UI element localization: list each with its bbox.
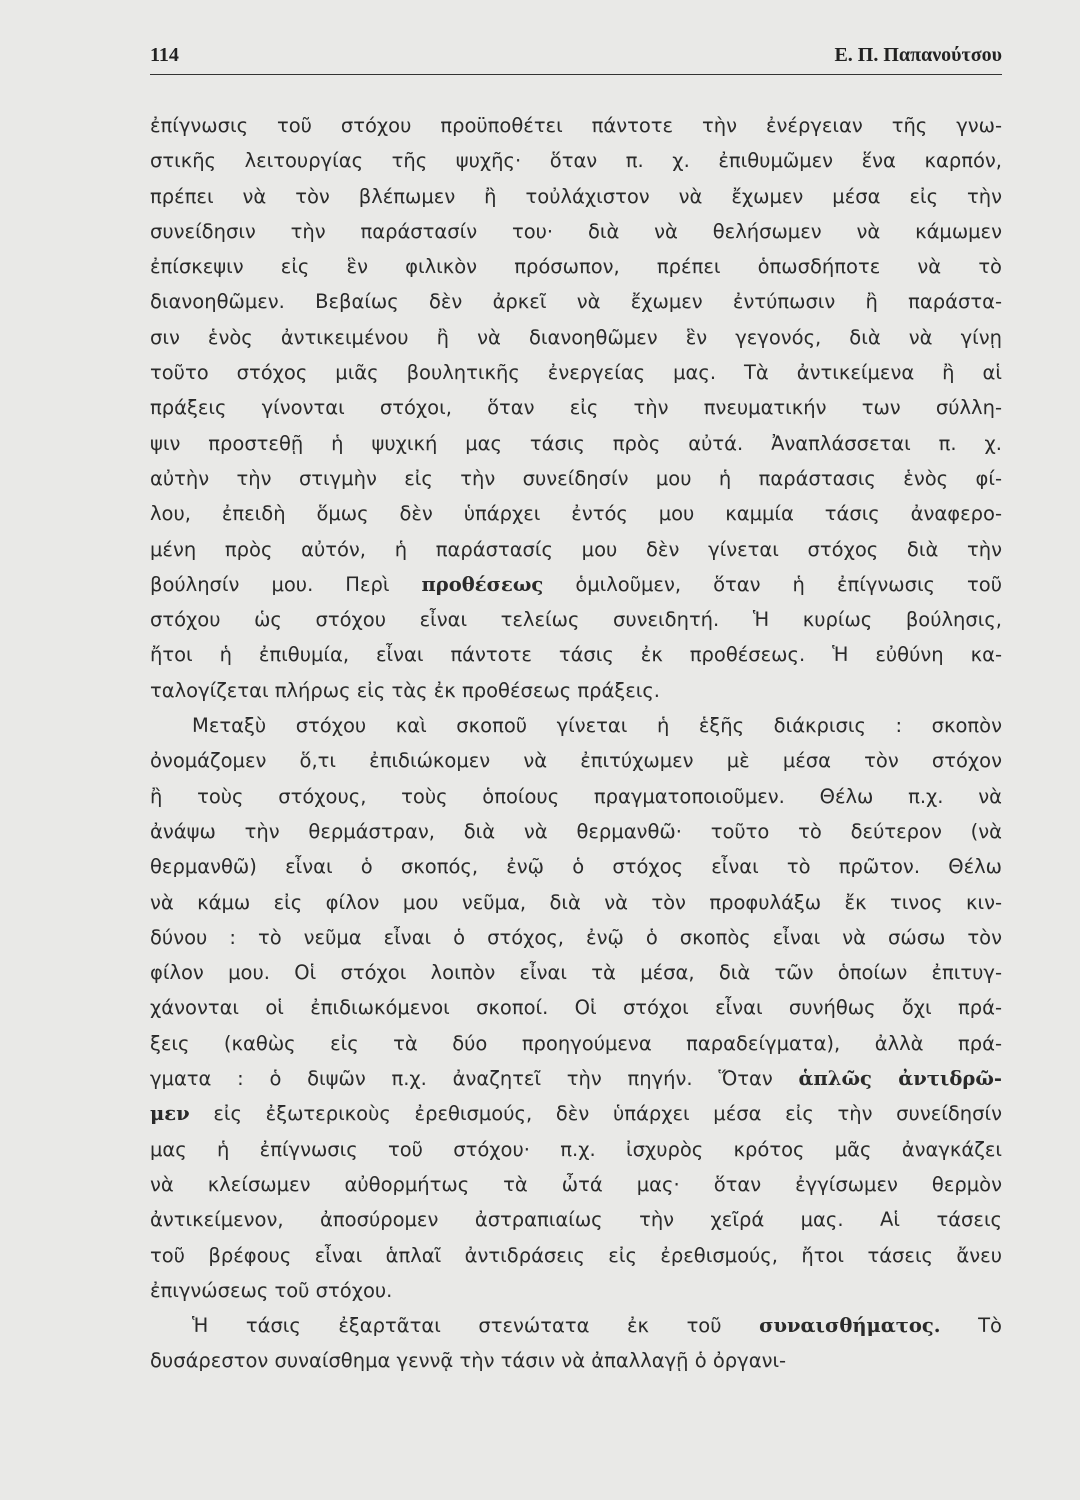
text-line	[150, 708, 1002, 743]
text-segment: σιν ἑνὸς ἀντικειμένου ἢ νὰ διανοηθῶμεν ἓν γεγονός, διὰ νὰ γίνῃ	[150, 325, 1002, 349]
text-segment: ἤτοι ἡ ἐπιθυμία, εἶναι πάντοτε τάσις ἐκ προθέσεως. Ἡ εὐθύνη κα-	[150, 643, 1002, 667]
text-segment: ὁμιλοῦμεν, ὅταν ἡ ἐπίγνωσις τοῦ	[543, 572, 1002, 596]
text-line	[150, 1273, 1002, 1308]
text-line	[150, 955, 1002, 990]
text-segment: χάνονται οἱ ἐπιδιωκόμενοι σκοποί. Οἱ στόχοι εἶναι συνήθως ὄχι πρά-	[150, 996, 1002, 1020]
bold-term: ἁπλῶς ἀντιδρῶ-	[798, 1067, 1002, 1091]
text-line	[150, 779, 1002, 814]
text-line	[150, 1026, 1002, 1061]
text-line	[150, 320, 1002, 355]
body-text	[150, 108, 1002, 1379]
text-line	[150, 355, 1002, 390]
text-segment: δύνου : τὸ νεῦμα εἶναι ὁ στόχος, ἐνῷ ὁ σκοπὸς εἶναι νὰ σώσω τὸν	[150, 925, 1002, 949]
text-segment: πρέπει νὰ τὸν βλέπωμεν ἢ τοὐλάχιστον νὰ ἔχωμεν μέσα εἰς τὴν	[150, 184, 1002, 208]
text-segment: στόχου ὡς στόχου εἶναι τελείως συνειδητή. Ἡ κυρίως βούλησις,	[150, 608, 1002, 632]
text-segment: ἐπίσκεψιν εἰς ἓν φιλικὸν πρόσωπον, πρέπει ὁπωσδήποτε νὰ τὸ	[150, 255, 1002, 279]
text-segment: ἐπίγνωσις τοῦ στόχου προϋποθέτει πάντοτε τὴν ἐνέργειαν τῆς γνω-	[150, 114, 1002, 137]
text-segment: νὰ κλείσωμεν αὐθορμήτως τὰ ὦτά μας· ὅταν ἐγγίσωμεν θερμὸν	[150, 1172, 1002, 1196]
text-segment: συνείδησιν τὴν παράστασίν του· διὰ νὰ θελήσωμεν νὰ κάμωμεν	[150, 219, 1002, 243]
text-line	[150, 1343, 1002, 1378]
text-segment: Μεταξὺ στόχου καὶ σκοποῦ γίνεται ἡ ἑξῆς διάκρισις : σκοπὸν	[192, 714, 1002, 738]
text-segment: φίλον μου. Οἱ στόχοι λοιπὸν εἶναι τὰ μέσα, διὰ τῶν ὁποίων ἐπιτυγ-	[150, 961, 1002, 985]
text-line	[150, 214, 1002, 249]
text-segment: μας ἡ ἐπίγνωσις τοῦ στόχου· π.χ. ἰσχυρὸς κρότος μᾶς ἀναγκάζει	[150, 1137, 1002, 1161]
text-segment: ψιν προστεθῇ ἡ ψυχική μας τάσις πρὸς αὐτά. Ἀναπλάσσεται π. χ.	[150, 431, 1002, 455]
page-number: 114	[150, 44, 179, 66]
text-line	[150, 390, 1002, 425]
text-line	[150, 1238, 1002, 1273]
text-line	[150, 602, 1002, 637]
text-line	[150, 532, 1002, 567]
text-line	[150, 1061, 1002, 1096]
text-segment: ἀνάψω τὴν θερμάστραν, διὰ νὰ θερμανθῶ· τοῦτο τὸ δεύτερον (νὰ	[150, 819, 1002, 843]
running-head: Ε. Π. Παπανούτσου	[834, 44, 1002, 66]
text-line	[150, 249, 1002, 284]
text-line	[150, 990, 1002, 1025]
bold-term: προθέσεως	[421, 572, 544, 596]
text-segment: εἰς ἐξωτερικοὺς ἐρεθισμούς, δὲν ὑπάρχει μέσα εἰς τὴν συνείδησίν	[189, 1102, 1002, 1126]
bold-term: συναισθήματος.	[759, 1314, 941, 1338]
paragraph	[150, 1308, 1002, 1379]
text-segment: ἀντικείμενον, ἀποσύρομεν ἀστραπιαίως τὴν χεῖρά μας. Αἱ τάσεις	[150, 1208, 1002, 1232]
page-header	[150, 40, 1002, 75]
text-line	[150, 1096, 1002, 1131]
text-line	[150, 461, 1002, 496]
text-segment: νὰ κάμω εἰς φίλον μου νεῦμα, διὰ νὰ τὸν προφυλάξω ἔκ τινος κιν-	[150, 890, 1002, 914]
text-segment: δυσάρεστον συναίσθημα γεννᾷ τὴν τάσιν νὰ ἀπαλλαγῇ ὁ ὀργανι-	[150, 1349, 787, 1373]
text-segment: πράξεις γίνονται στόχοι, ὅταν εἰς τὴν πνευματικήν των σύλλη-	[150, 396, 1002, 420]
paragraph	[150, 108, 1002, 708]
text-line	[150, 496, 1002, 531]
text-line	[150, 885, 1002, 920]
text-line	[150, 849, 1002, 884]
text-segment: ἢ τοὺς στόχους, τοὺς ὁποίους πραγματοποιοῦμεν. Θέλω π.χ. νὰ	[150, 784, 1002, 808]
text-line	[150, 143, 1002, 178]
text-segment: στικῆς λειτουργίας τῆς ψυχῆς· ὅταν π. χ. ἐπιθυμῶμεν ἕνα καρπόν,	[150, 149, 1002, 173]
text-line	[150, 1132, 1002, 1167]
text-line	[150, 284, 1002, 319]
text-line	[150, 673, 1002, 708]
text-line	[150, 108, 1002, 143]
text-segment: ἐπιγνώσεως τοῦ στόχου.	[150, 1278, 393, 1302]
text-segment: λου, ἐπειδὴ ὅμως δὲν ὑπάρχει ἐντός μου καμμία τάσις ἀναφερο-	[150, 502, 1002, 526]
bold-term: μεν	[150, 1102, 190, 1126]
text-segment: Τὸ	[940, 1314, 1002, 1338]
text-segment: βούλησίν μου. Περὶ	[150, 572, 422, 596]
text-segment: θερμανθῶ) εἶναι ὁ σκοπός, ἐνῷ ὁ στόχος εἶναι τὸ πρῶτον. Θέλω	[150, 855, 1002, 879]
text-segment: τοῦ βρέφους εἶναι ἁπλαῖ ἀντιδράσεις εἰς ἐρεθισμούς, ἤτοι τάσεις ἄνευ	[150, 1243, 1002, 1267]
text-line	[150, 637, 1002, 672]
text-line	[150, 1202, 1002, 1237]
text-line	[150, 426, 1002, 461]
text-segment: τοῦτο στόχος μιᾶς βουλητικῆς ἐνεργείας μας. Τὰ ἀντικείμενα ἢ αἱ	[150, 361, 1002, 385]
text-segment: γματα : ὁ διψῶν π.χ. ἀναζητεῖ τὴν πηγήν. Ὅταν	[150, 1067, 799, 1091]
text-line	[150, 743, 1002, 778]
text-segment: μένη πρὸς αὐτόν, ἡ παράστασίς μου δὲν γίνεται στόχος διὰ τὴν	[150, 537, 1002, 561]
text-line	[150, 179, 1002, 214]
text-segment: διανοηθῶμεν. Βεβαίως δὲν ἀρκεῖ νὰ ἔχωμεν ἐντύπωσιν ἢ παράστα-	[150, 290, 1002, 314]
text-segment: αὐτὴν τὴν στιγμὴν εἰς τὴν συνείδησίν μου ἡ παράστασις ἑνὸς φί-	[150, 466, 1002, 490]
text-segment: Ἡ τάσις ἐξαρτᾶται στενώτατα ἐκ τοῦ	[192, 1314, 760, 1338]
paragraph	[150, 708, 1002, 1308]
text-segment: ταλογίζεται πλήρως εἰς τὰς ἐκ προθέσεως πράξεις.	[150, 678, 660, 702]
text-line	[150, 1308, 1002, 1343]
text-line	[150, 567, 1002, 602]
text-segment: ξεις (καθὼς εἰς τὰ δύο προηγούμενα παραδείγματα), ἀλλὰ πρά-	[150, 1031, 1002, 1055]
text-segment: ὀνομάζομεν ὅ,τι ἐπιδιώκομεν νὰ ἐπιτύχωμεν μὲ μέσα τὸν στόχον	[150, 749, 1002, 773]
text-line	[150, 814, 1002, 849]
text-line	[150, 1167, 1002, 1202]
text-line	[150, 920, 1002, 955]
